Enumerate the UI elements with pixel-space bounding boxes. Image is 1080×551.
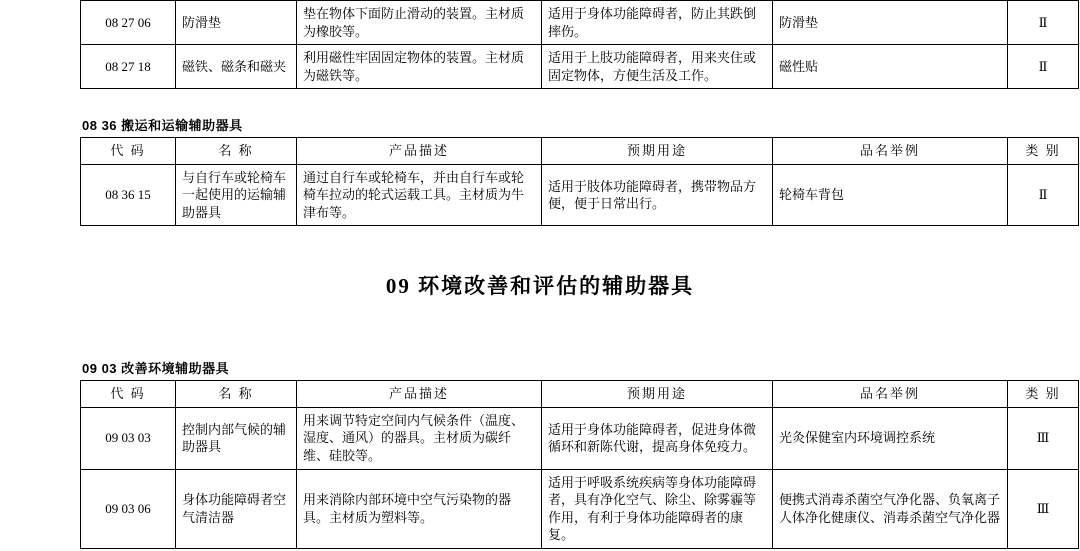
cell-description: 垫在物体下面防止滑动的装置。主材质为橡胶等。 [297,1,542,45]
cell-use: 适用于呼吸系统疾病等身体功能障碍者，具有净化空气、除尘、除雾霾等作用，有利于身体功能障碍者的康复。 [542,469,773,548]
cell-sample: 防滑垫 [773,1,1008,45]
cell-code: 08 27 18 [81,45,176,89]
cell-name: 身体功能障碍者空气清洁器 [176,469,297,548]
spacer [80,89,1000,115]
cell-category: Ⅲ [1008,469,1079,548]
cell-use: 适用于身体功能障碍者，防止其跌倒摔伤。 [542,1,773,45]
chapter-title: 09 环境改善和评估的辅助器具 [385,274,695,299]
header-use: 预期用途 [542,381,773,408]
cell-sample: 便携式消毒杀菌空气净化器、负氧离子人体净化健康仪、消毒杀菌空气净化器 [773,469,1008,548]
table-header-row [81,138,1079,165]
cell-description: 通过自行车或轮椅车，并由自行车或轮椅车拉动的轮式运载工具。主材质为牛津布等。 [297,164,542,226]
section-title-0903: 09 03 改善环境辅助器具 [82,361,230,377]
cell-category: Ⅱ [1008,45,1079,89]
cell-use: 适用于上肢功能障碍者，用来夹住或固定物体，方便生活及工作。 [542,45,773,89]
header-name: 名 称 [176,381,297,408]
cell-use: 适用于身体功能障碍者，促进身体微循环和新陈代谢，提高身体免疫力。 [542,407,773,469]
table-row [81,45,1079,89]
cell-category: Ⅲ [1008,407,1079,469]
header-description: 产品描述 [297,381,542,408]
header-sample: 品名举例 [773,138,1008,165]
cell-sample: 轮椅车背包 [773,164,1008,226]
header-description: 产品描述 [297,138,542,165]
cell-code: 08 27 06 [81,1,176,45]
table-row [81,469,1079,548]
header-use: 预期用途 [542,138,773,165]
header-sample: 品名举例 [773,381,1008,408]
cell-category: Ⅱ [1008,164,1079,226]
cell-name: 控制内部气候的辅助器具 [176,407,297,469]
cell-sample: 光灸保健室内环境调控系统 [773,407,1008,469]
cell-code: 09 03 03 [81,407,176,469]
header-code: 代 码 [81,138,176,165]
spacer [80,300,1000,358]
table-08-36 [80,137,1079,226]
cell-name: 与自行车或轮椅车一起使用的运输辅助器具 [176,164,297,226]
table-08-27 [80,0,1079,89]
table-row [81,1,1079,45]
cell-name: 防滑垫 [176,1,297,45]
table-header-row [81,381,1079,408]
cell-category: Ⅱ [1008,1,1079,45]
header-code: 代 码 [81,381,176,408]
header-category: 类 别 [1008,381,1079,408]
cell-sample: 磁性贴 [773,45,1008,89]
cell-description: 用来消除内部环境中空气污染物的器具。主材质为塑料等。 [297,469,542,548]
cell-use: 适用于肢体功能障碍者，携带物品方便，便于日常出行。 [542,164,773,226]
header-name: 名 称 [176,138,297,165]
table-row [81,164,1079,226]
cell-code: 08 36 15 [81,164,176,226]
table-row [81,407,1079,469]
header-category: 类 别 [1008,138,1079,165]
cell-description: 利用磁性牢固固定物体的装置。主材质为磁铁等。 [297,45,542,89]
table-09-03 [80,380,1079,548]
section-title-0836: 08 36 搬运和运输辅助器具 [82,118,243,134]
cell-name: 磁铁、磁条和磁夹 [176,45,297,89]
cell-code: 09 03 06 [81,469,176,548]
spacer [80,226,1000,270]
cell-description: 用来调节特定空间内气候条件（温度、湿度、通风）的器具。主材质为碳纤维、硅胶等。 [297,407,542,469]
